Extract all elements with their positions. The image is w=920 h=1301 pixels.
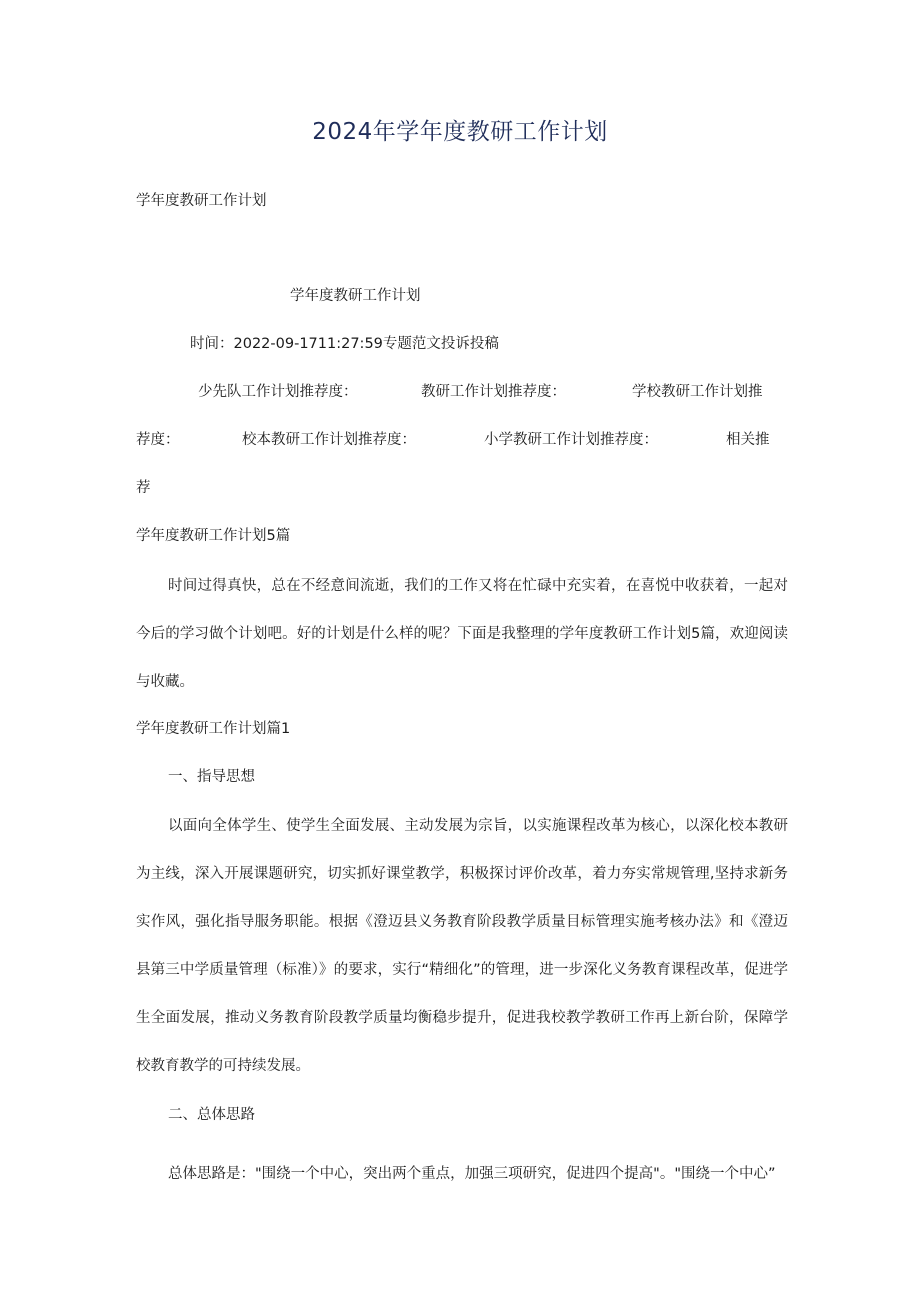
- recommend-related: 相关推: [726, 432, 770, 448]
- recommend-link-school-based[interactable]: 校本教研工作计划推荐度：: [242, 432, 416, 448]
- recommend-link-teaching-research[interactable]: 教研工作计划推荐度：: [421, 384, 566, 400]
- guiding-ideology-paragraph: 以面向全体学生、使学生全面发展、主动发展为宗旨，以实施课程改革为核心，以深化校本教研为主线，深入开展课题研究，切实抓好课堂教学，积极探讨评价改革，着力夯实常规管理,坚持求新务实作风，强化指导服务职能。根据《澄迈县义务教育阶段教学质量目标管理实施考核办法》和《澄迈县第三中学质量管理（标准）》的要求，实行“精细化”的管理，进一步深化义务教育课程改革，促进学生全面发展，推动义务教育阶段教学质量均衡稳步提升，促进我校教学教研工作再上新台阶，保障学校教育教学的可持续发展。: [136, 818, 788, 1074]
- recommend-text-cont: 荐度：: [136, 432, 180, 448]
- heading-overall-approach: 二、总体思路: [168, 1107, 255, 1123]
- meta-line: 时间：2022-09-1711:27:59专题范文投诉投稿: [190, 336, 499, 352]
- center-heading: 学年度教研工作计划: [290, 288, 421, 304]
- heading-guiding-ideology: 一、指导思想: [168, 769, 255, 785]
- intro-paragraph: 时间过得真快，总在不经意间流逝，我们的工作又将在忙碌中充实着，在喜悦中收获着，一起对今后的学习做个计划吧。好的计划是什么样的呢？下面是我整理的学年度教研工作计划5篇，欢迎阅读与收藏。: [136, 578, 788, 690]
- subtitle: 学年度教研工作计划: [136, 193, 267, 209]
- recommend-link-school-research[interactable]: 学校教研工作计划推: [632, 384, 763, 400]
- overall-approach-paragraph: 总体思路是："围绕一个中心，突出两个重点，加强三项研究，促进四个提高"。"围绕一个中心”: [168, 1166, 776, 1182]
- section-title: 学年度教研工作计划5篇: [136, 528, 291, 544]
- document-title: 2024年学年度教研工作计划: [312, 119, 608, 145]
- recommend-link-primary[interactable]: 小学教研工作计划推荐度：: [484, 432, 658, 448]
- recommend-related-cont: 荐: [136, 480, 151, 496]
- part1-title: 学年度教研工作计划篇1: [136, 721, 291, 737]
- recommend-link-young-pioneers[interactable]: 少先队工作计划推荐度：: [198, 384, 358, 400]
